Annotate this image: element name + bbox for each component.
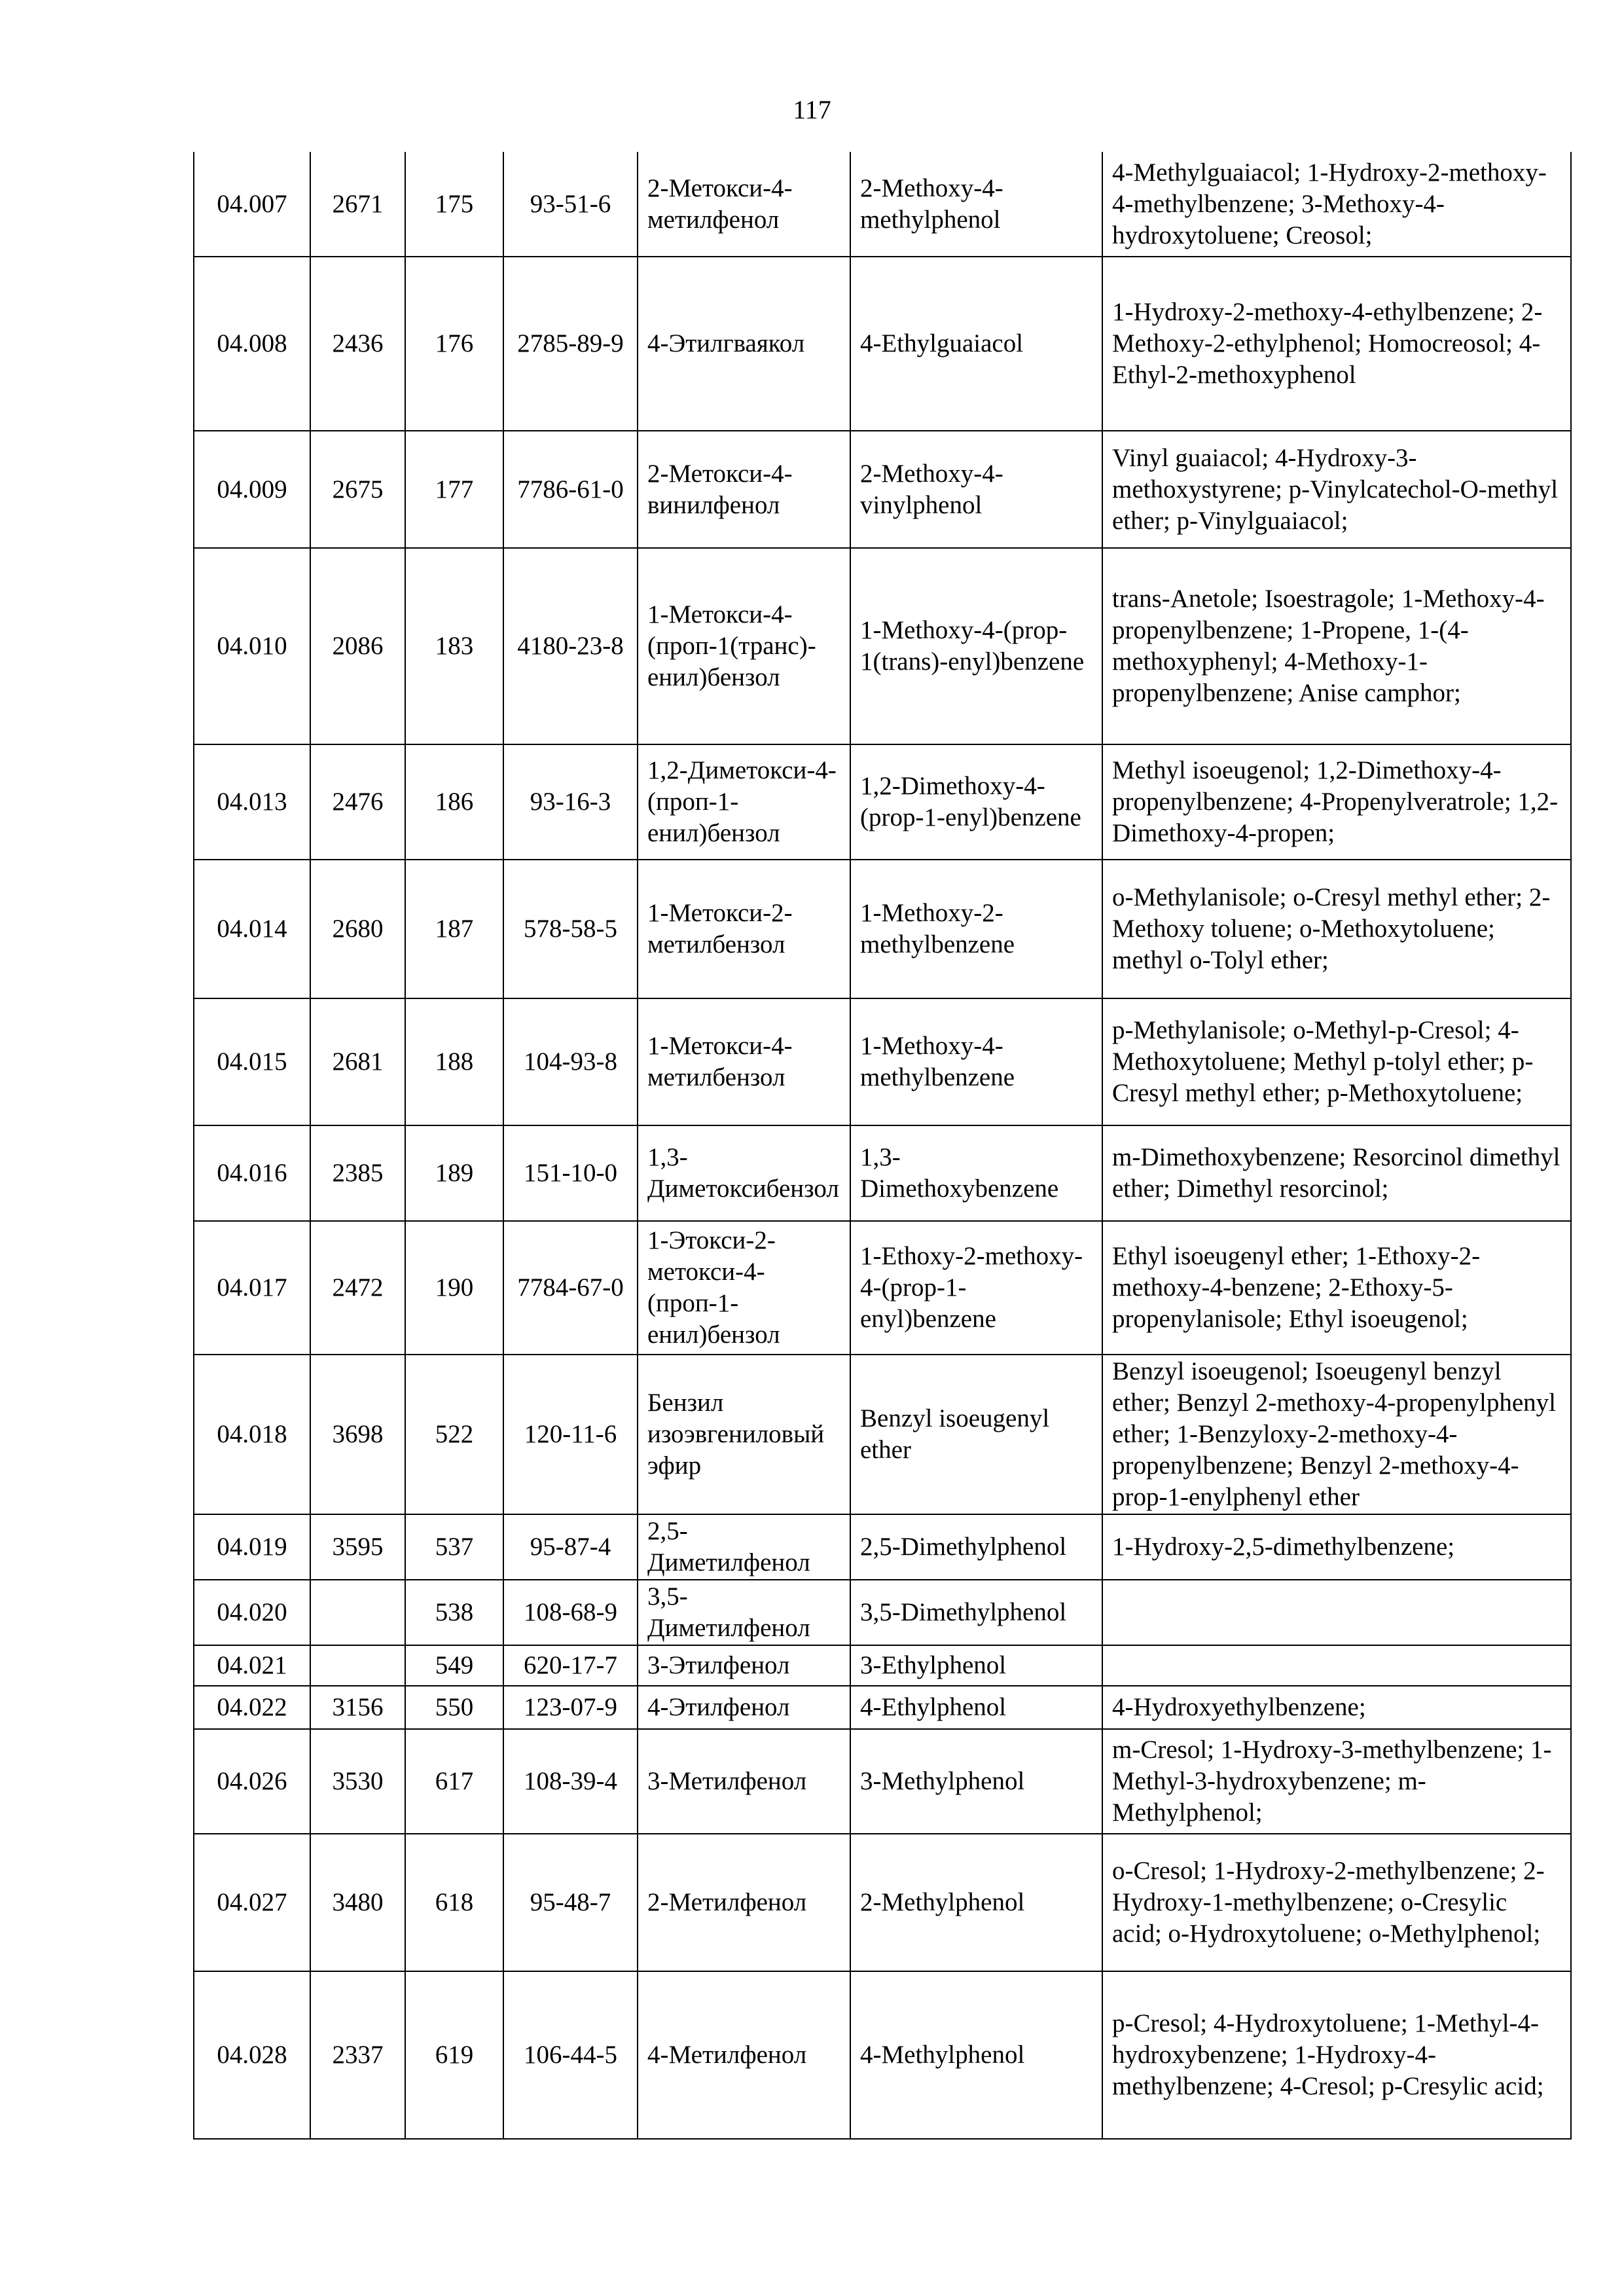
russian-name-cell: 1,3-Диметоксибензол	[638, 1125, 850, 1221]
number-cell: 2436	[310, 257, 405, 431]
table-row	[194, 1355, 1571, 1514]
english-name-cell: 4-Ethylphenol	[850, 1686, 1102, 1729]
number-cell: 3530	[310, 1729, 405, 1834]
russian-name-cell: 4-Этилфенол	[638, 1686, 850, 1729]
number-cell: 3595	[310, 1514, 405, 1580]
table-row	[194, 1580, 1571, 1645]
table-row	[194, 152, 1571, 257]
cas-number-cell: 108-68-9	[503, 1580, 638, 1645]
code-cell: 04.007	[194, 152, 310, 257]
synonyms-cell: Methyl isoeugenol; 1,2-Dimethoxy-4-propenylbenzene; 4-Propenylveratrole; 1,2-Dimethoxy-4-propen;	[1102, 744, 1571, 860]
number-cell: 618	[405, 1834, 503, 1971]
cas-number-cell: 95-48-7	[503, 1834, 638, 1971]
cas-number-cell: 2785-89-9	[503, 257, 638, 431]
english-name-cell: Benzyl isoeugenyl ether	[850, 1355, 1102, 1514]
english-name-cell: 1-Ethoxy-2-methoxy-4-(prop-1-enyl)benzene	[850, 1221, 1102, 1355]
number-cell: 3156	[310, 1686, 405, 1729]
number-cell: 617	[405, 1729, 503, 1834]
number-cell: 187	[405, 860, 503, 998]
table-row	[194, 1971, 1571, 2139]
russian-name-cell: 3,5-Диметилфенол	[638, 1580, 850, 1645]
russian-name-cell: 2-Метокси-4-метилфенол	[638, 152, 850, 257]
flavouring-substances-table	[193, 152, 1572, 2140]
number-cell: 2671	[310, 152, 405, 257]
number-cell	[310, 1580, 405, 1645]
english-name-cell: 2,5-Dimethylphenol	[850, 1514, 1102, 1580]
number-cell: 619	[405, 1971, 503, 2139]
code-cell: 04.027	[194, 1834, 310, 1971]
russian-name-cell: 2,5-Диметилфенол	[638, 1514, 850, 1580]
english-name-cell: 3,5-Dimethylphenol	[850, 1580, 1102, 1645]
code-cell: 04.018	[194, 1355, 310, 1514]
number-cell: 2086	[310, 548, 405, 744]
number-cell: 2675	[310, 431, 405, 548]
number-cell: 175	[405, 152, 503, 257]
cas-number-cell: 104-93-8	[503, 998, 638, 1125]
code-cell: 04.015	[194, 998, 310, 1125]
number-cell: 2385	[310, 1125, 405, 1221]
synonyms-cell: 1-Hydroxy-2-methoxy-4-ethylbenzene; 2-Methoxy-2-ethylphenol; Homocreosol; 4-Ethyl-2-methoxyphenol	[1102, 257, 1571, 431]
synonyms-cell: 4-Hydroxyethylbenzene;	[1102, 1686, 1571, 1729]
english-name-cell: 1,3-Dimethoxybenzene	[850, 1125, 1102, 1221]
synonyms-cell: o-Methylanisole; o-Cresyl methyl ether; 2-Methoxy toluene; o-Methoxytoluene; methyl o-Tolyl ether;	[1102, 860, 1571, 998]
number-cell: 189	[405, 1125, 503, 1221]
code-cell: 04.014	[194, 860, 310, 998]
cas-number-cell: 106-44-5	[503, 1971, 638, 2139]
code-cell: 04.017	[194, 1221, 310, 1355]
number-cell: 186	[405, 744, 503, 860]
number-cell: 2337	[310, 1971, 405, 2139]
cas-number-cell: 120-11-6	[503, 1355, 638, 1514]
table-row	[194, 1645, 1571, 1686]
english-name-cell: 4-Ethylguaiacol	[850, 257, 1102, 431]
table-row	[194, 744, 1571, 860]
synonyms-cell	[1102, 1580, 1571, 1645]
russian-name-cell: 4-Этилгваякол	[638, 257, 850, 431]
code-cell: 04.021	[194, 1645, 310, 1686]
number-cell: 177	[405, 431, 503, 548]
number-cell: 2681	[310, 998, 405, 1125]
russian-name-cell: Бензил изоэвгениловый эфир	[638, 1355, 850, 1514]
number-cell: 176	[405, 257, 503, 431]
synonyms-cell: p-Methylanisole; o-Methyl-p-Cresol; 4-Methoxytoluene; Methyl p-tolyl ether; p-Cresyl methyl ether; p-Methoxytoluene;	[1102, 998, 1571, 1125]
cas-number-cell: 578-58-5	[503, 860, 638, 998]
table-row	[194, 548, 1571, 744]
english-name-cell: 2-Methoxy-4-vinylphenol	[850, 431, 1102, 548]
number-cell: 2680	[310, 860, 405, 998]
code-cell: 04.019	[194, 1514, 310, 1580]
english-name-cell: 3-Ethylphenol	[850, 1645, 1102, 1686]
synonyms-cell: 1-Hydroxy-2,5-dimethylbenzene;	[1102, 1514, 1571, 1580]
table-row	[194, 257, 1571, 431]
cas-number-cell: 108-39-4	[503, 1729, 638, 1834]
cas-number-cell: 7784-67-0	[503, 1221, 638, 1355]
cas-number-cell: 123-07-9	[503, 1686, 638, 1729]
page-number: 117	[793, 95, 831, 124]
russian-name-cell: 1,2-Диметокси-4-(проп-1-енил)бензол	[638, 744, 850, 860]
code-cell: 04.022	[194, 1686, 310, 1729]
number-cell: 537	[405, 1514, 503, 1580]
cas-number-cell: 93-51-6	[503, 152, 638, 257]
number-cell: 2472	[310, 1221, 405, 1355]
synonyms-cell: m-Cresol; 1-Hydroxy-3-methylbenzene; 1-Methyl-3-hydroxybenzene; m-Methylphenol;	[1102, 1729, 1571, 1834]
code-cell: 04.020	[194, 1580, 310, 1645]
table-row	[194, 1514, 1571, 1580]
number-cell: 3480	[310, 1834, 405, 1971]
table-row	[194, 1221, 1571, 1355]
number-cell: 522	[405, 1355, 503, 1514]
russian-name-cell: 3-Метилфенол	[638, 1729, 850, 1834]
number-cell	[310, 1645, 405, 1686]
number-cell: 3698	[310, 1355, 405, 1514]
table-row	[194, 860, 1571, 998]
synonyms-cell: 4-Methylguaiacol; 1-Hydroxy-2-methoxy-4-methylbenzene; 3-Methoxy-4-hydroxytoluene; Creosol;	[1102, 152, 1571, 257]
synonyms-cell: p-Cresol; 4-Hydroxytoluene; 1-Methyl-4-hydroxybenzene; 1-Hydroxy-4-methylbenzene; 4-Cresol; p-Cresylic acid;	[1102, 1971, 1571, 2139]
cas-number-cell: 4180-23-8	[503, 548, 638, 744]
number-cell: 2476	[310, 744, 405, 860]
code-cell: 04.016	[194, 1125, 310, 1221]
table-row	[194, 431, 1571, 548]
russian-name-cell: 1-Метокси-4-(проп-1(транс)-енил)бензол	[638, 548, 850, 744]
table-row	[194, 1125, 1571, 1221]
english-name-cell: 2-Methoxy-4-methylphenol	[850, 152, 1102, 257]
synonyms-cell	[1102, 1645, 1571, 1686]
synonyms-cell: Vinyl guaiacol; 4-Hydroxy-3-methoxystyrene; p-Vinylcatechol-O-methyl ether; p-Vinylguaiacol;	[1102, 431, 1571, 548]
synonyms-cell: m-Dimethoxybenzene; Resorcinol dimethyl ether; Dimethyl resorcinol;	[1102, 1125, 1571, 1221]
english-name-cell: 1-Methoxy-4-(prop-1(trans)-enyl)benzene	[850, 548, 1102, 744]
number-cell: 549	[405, 1645, 503, 1686]
russian-name-cell: 4-Метилфенол	[638, 1971, 850, 2139]
synonyms-cell: Benzyl isoeugenol; Isoeugenyl benzyl ether; Benzyl 2-methoxy-4-propenylphenyl ether; 1-Benzyloxy-2-methoxy-4-propenylbenzene; Benzyl 2-methoxy-4-prop-1-enylphenyl ether	[1102, 1355, 1571, 1514]
code-cell: 04.010	[194, 548, 310, 744]
code-cell: 04.028	[194, 1971, 310, 2139]
table-row	[194, 1834, 1571, 1971]
cas-number-cell: 93-16-3	[503, 744, 638, 860]
code-cell: 04.013	[194, 744, 310, 860]
code-cell: 04.009	[194, 431, 310, 548]
russian-name-cell: 2-Метокси-4-винилфенол	[638, 431, 850, 548]
english-name-cell: 4-Methylphenol	[850, 1971, 1102, 2139]
table-row	[194, 1686, 1571, 1729]
cas-number-cell: 95-87-4	[503, 1514, 638, 1580]
english-name-cell: 2-Methylphenol	[850, 1834, 1102, 1971]
synonyms-cell: o-Cresol; 1-Hydroxy-2-methylbenzene; 2-Hydroxy-1-methylbenzene; o-Cresylic acid; o-Hydroxytoluene; o-Methylphenol;	[1102, 1834, 1571, 1971]
russian-name-cell: 1-Этокси-2-метокси-4-(проп-1-енил)бензол	[638, 1221, 850, 1355]
table-row	[194, 998, 1571, 1125]
russian-name-cell: 3-Этилфенол	[638, 1645, 850, 1686]
cas-number-cell: 151-10-0	[503, 1125, 638, 1221]
synonyms-cell: Ethyl isoeugenyl ether; 1-Ethoxy-2-methoxy-4-benzene; 2-Ethoxy-5-propenylanisole; Ethyl isoeugenol;	[1102, 1221, 1571, 1355]
number-cell: 538	[405, 1580, 503, 1645]
number-cell: 550	[405, 1686, 503, 1729]
code-cell: 04.026	[194, 1729, 310, 1834]
english-name-cell: 1-Methoxy-2-methylbenzene	[850, 860, 1102, 998]
russian-name-cell: 1-Метокси-4-метилбензол	[638, 998, 850, 1125]
russian-name-cell: 2-Метилфенол	[638, 1834, 850, 1971]
number-cell: 183	[405, 548, 503, 744]
number-cell: 188	[405, 998, 503, 1125]
number-cell: 190	[405, 1221, 503, 1355]
russian-name-cell: 1-Метокси-2-метилбензол	[638, 860, 850, 998]
cas-number-cell: 620-17-7	[503, 1645, 638, 1686]
english-name-cell: 1,2-Dimethoxy-4-(prop-1-enyl)benzene	[850, 744, 1102, 860]
english-name-cell: 3-Methylphenol	[850, 1729, 1102, 1834]
english-name-cell: 1-Methoxy-4-methylbenzene	[850, 998, 1102, 1125]
code-cell: 04.008	[194, 257, 310, 431]
cas-number-cell: 7786-61-0	[503, 431, 638, 548]
synonyms-cell: trans-Anetole; Isoestragole; 1-Methoxy-4-propenylbenzene; 1-Propene, 1-(4-methoxyphenyl; 4-Methoxy-1-propenylbenzene; Anise camphor;	[1102, 548, 1571, 744]
table-row	[194, 1729, 1571, 1834]
